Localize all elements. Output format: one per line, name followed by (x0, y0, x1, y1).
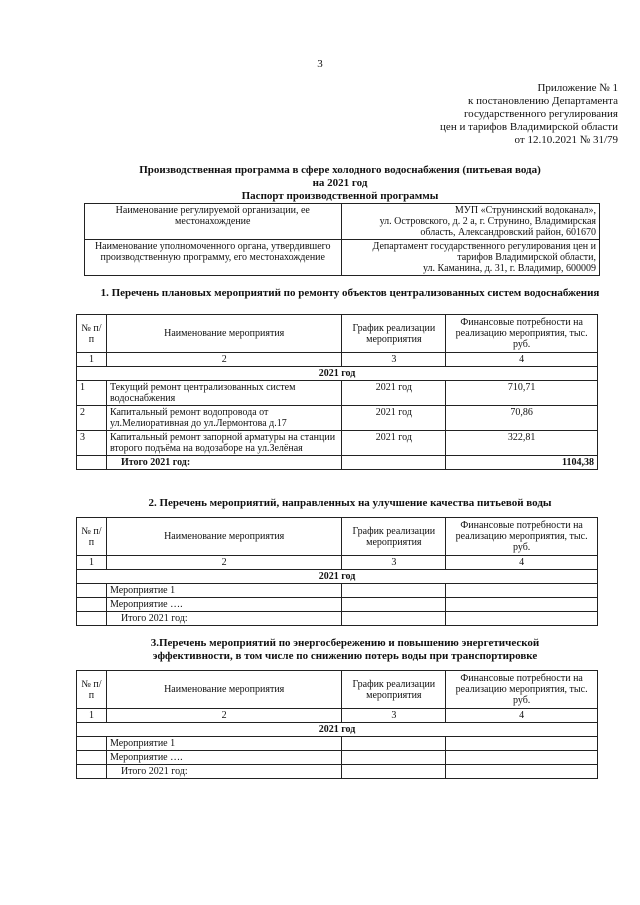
col-finance-header: Финансовые потребности на реализацию мероприятия, тыс. руб. (446, 518, 598, 556)
row-name: Мероприятие …. (106, 751, 341, 765)
header-row (77, 518, 598, 556)
total-value (446, 765, 598, 779)
table-row (77, 381, 598, 406)
program-title-line2: на 2021 год (312, 177, 368, 189)
table-row (77, 751, 598, 765)
row-schedule: 2021 год (342, 406, 446, 431)
index-cell: 1 (77, 353, 107, 367)
org-value-line1: МУП «Струнинский водоканал», (454, 205, 596, 216)
authority-label: Наименование уполномоченного органа, утвердившего производственную программу, его местонахождение (85, 240, 342, 276)
index-cell: 3 (342, 709, 446, 723)
appendix-line: от 12.10.2021 № 31/79 (514, 134, 618, 146)
passport-row-org (85, 204, 600, 240)
table-row (77, 737, 598, 751)
table-row (77, 431, 598, 456)
table-row (77, 584, 598, 598)
total-num (77, 456, 107, 470)
section1-table (76, 314, 598, 470)
section3-title-line1: 3.Перечень мероприятий по энергосбережению и повышению энергетической (150, 637, 540, 649)
appendix-block (360, 82, 618, 147)
page-number: 3 (317, 58, 323, 70)
row-name: Мероприятие 1 (106, 737, 341, 751)
total-schedule (342, 612, 446, 626)
row-amount (446, 751, 598, 765)
table-row (77, 598, 598, 612)
section2-table (76, 517, 598, 626)
row-amount (446, 584, 598, 598)
passport-table (84, 203, 600, 276)
index-cell: 3 (342, 556, 446, 570)
col-finance-header: Финансовые потребности на реализацию мероприятия, тыс. руб. (446, 315, 598, 353)
col-schedule-header: График реализации мероприятия (342, 315, 446, 353)
row-amount: 70,86 (446, 406, 598, 431)
total-label: Итого 2021 год: (106, 456, 341, 470)
row-name: Капитальный ремонт запорной арматуры на станции второго подъёма на водозаборе на ул.Зелёная (106, 431, 341, 456)
row-num: 1 (77, 381, 107, 406)
total-schedule (342, 765, 446, 779)
section1-title-num: 1. (100, 287, 109, 299)
row-schedule (342, 737, 446, 751)
row-name: Текущий ремонт централизованных систем водоснабжения (106, 381, 341, 406)
row-name: Мероприятие …. (106, 598, 341, 612)
index-cell: 4 (446, 556, 598, 570)
year-cell: 2021 год (77, 570, 598, 584)
total-schedule (342, 456, 446, 470)
year-cell: 2021 год (77, 367, 598, 381)
org-value-line2: ул. Островского, д. 2 а, г. Струнино, Владимирская область, Александровский район, 601670 (379, 216, 596, 238)
total-value: 1104,38 (446, 456, 598, 470)
col-num-header: № п/п (77, 518, 107, 556)
appendix-line: Приложение № 1 (537, 82, 618, 94)
row-num (77, 598, 107, 612)
row-schedule (342, 584, 446, 598)
year-row (77, 367, 598, 381)
total-value (446, 612, 598, 626)
row-schedule (342, 751, 446, 765)
row-schedule: 2021 год (342, 431, 446, 456)
col-num-header: № п/п (77, 671, 107, 709)
section3-title (90, 637, 600, 663)
index-row (77, 709, 598, 723)
section2-title: 2. Перечень мероприятий, направленных на улучшение качества питьевой воды (148, 497, 552, 509)
row-name: Мероприятие 1 (106, 584, 341, 598)
col-finance-header: Финансовые потребности на реализацию мероприятия, тыс. руб. (446, 671, 598, 709)
index-cell: 2 (106, 353, 341, 367)
total-num (77, 765, 107, 779)
total-label: Итого 2021 год: (106, 612, 341, 626)
index-cell: 3 (342, 353, 446, 367)
appendix-line: цен и тарифов Владимирской области (440, 121, 618, 133)
index-cell: 1 (77, 709, 107, 723)
row-num (77, 584, 107, 598)
year-row (77, 570, 598, 584)
program-title (60, 164, 620, 203)
row-amount (446, 737, 598, 751)
authority-value (341, 240, 600, 276)
row-num: 3 (77, 431, 107, 456)
section1-title (100, 287, 600, 300)
table-row (77, 406, 598, 431)
authority-value-line1: Департамент государственного регулирования цен и тарифов Владимирской области, (372, 241, 596, 263)
index-cell: 2 (106, 556, 341, 570)
col-name-header: Наименование мероприятия (106, 315, 341, 353)
row-num (77, 737, 107, 751)
total-row (77, 612, 598, 626)
row-amount: 710,71 (446, 381, 598, 406)
total-num (77, 612, 107, 626)
section3-title-line2: эффективности, в том числе по снижению потерь воды при транспортировке (152, 650, 538, 662)
index-cell: 1 (77, 556, 107, 570)
row-schedule: 2021 год (342, 381, 446, 406)
total-row (77, 456, 598, 470)
row-amount: 322,81 (446, 431, 598, 456)
section3-table (76, 670, 598, 779)
row-schedule (342, 598, 446, 612)
row-amount (446, 598, 598, 612)
col-schedule-header: График реализации мероприятия (342, 671, 446, 709)
row-num (77, 751, 107, 765)
header-row (77, 671, 598, 709)
index-cell: 4 (446, 709, 598, 723)
total-row (77, 765, 598, 779)
appendix-line: государственного регулирования (463, 108, 618, 120)
appendix-line: к постановлению Департамента (467, 95, 618, 107)
program-title-line1: Производственная программа в сфере холодного водоснабжения (питьевая вода) (139, 164, 541, 176)
authority-value-line2: ул. Каманина, д. 31, г. Владимир, 600009 (423, 263, 596, 274)
passport-title: Паспорт производственной программы (241, 190, 439, 202)
section1-title-text: Перечень плановых мероприятий по ремонту объектов централизованных систем водоснабжения (111, 287, 600, 299)
col-name-header: Наименование мероприятия (106, 671, 341, 709)
col-schedule-header: График реализации мероприятия (342, 518, 446, 556)
row-num: 2 (77, 406, 107, 431)
index-row (77, 556, 598, 570)
org-value (341, 204, 600, 240)
index-row (77, 353, 598, 367)
year-row (77, 723, 598, 737)
index-cell: 2 (106, 709, 341, 723)
index-cell: 4 (446, 353, 598, 367)
org-label: Наименование регулируемой организации, ее местонахождение (85, 204, 342, 240)
col-name-header: Наименование мероприятия (106, 518, 341, 556)
col-num-header: № п/п (77, 315, 107, 353)
passport-row-authority (85, 240, 600, 276)
row-name: Капитальный ремонт водопровода от ул.Мелиоративная до ул.Лермонтова д.17 (106, 406, 341, 431)
total-label: Итого 2021 год: (106, 765, 341, 779)
header-row (77, 315, 598, 353)
year-cell: 2021 год (77, 723, 598, 737)
